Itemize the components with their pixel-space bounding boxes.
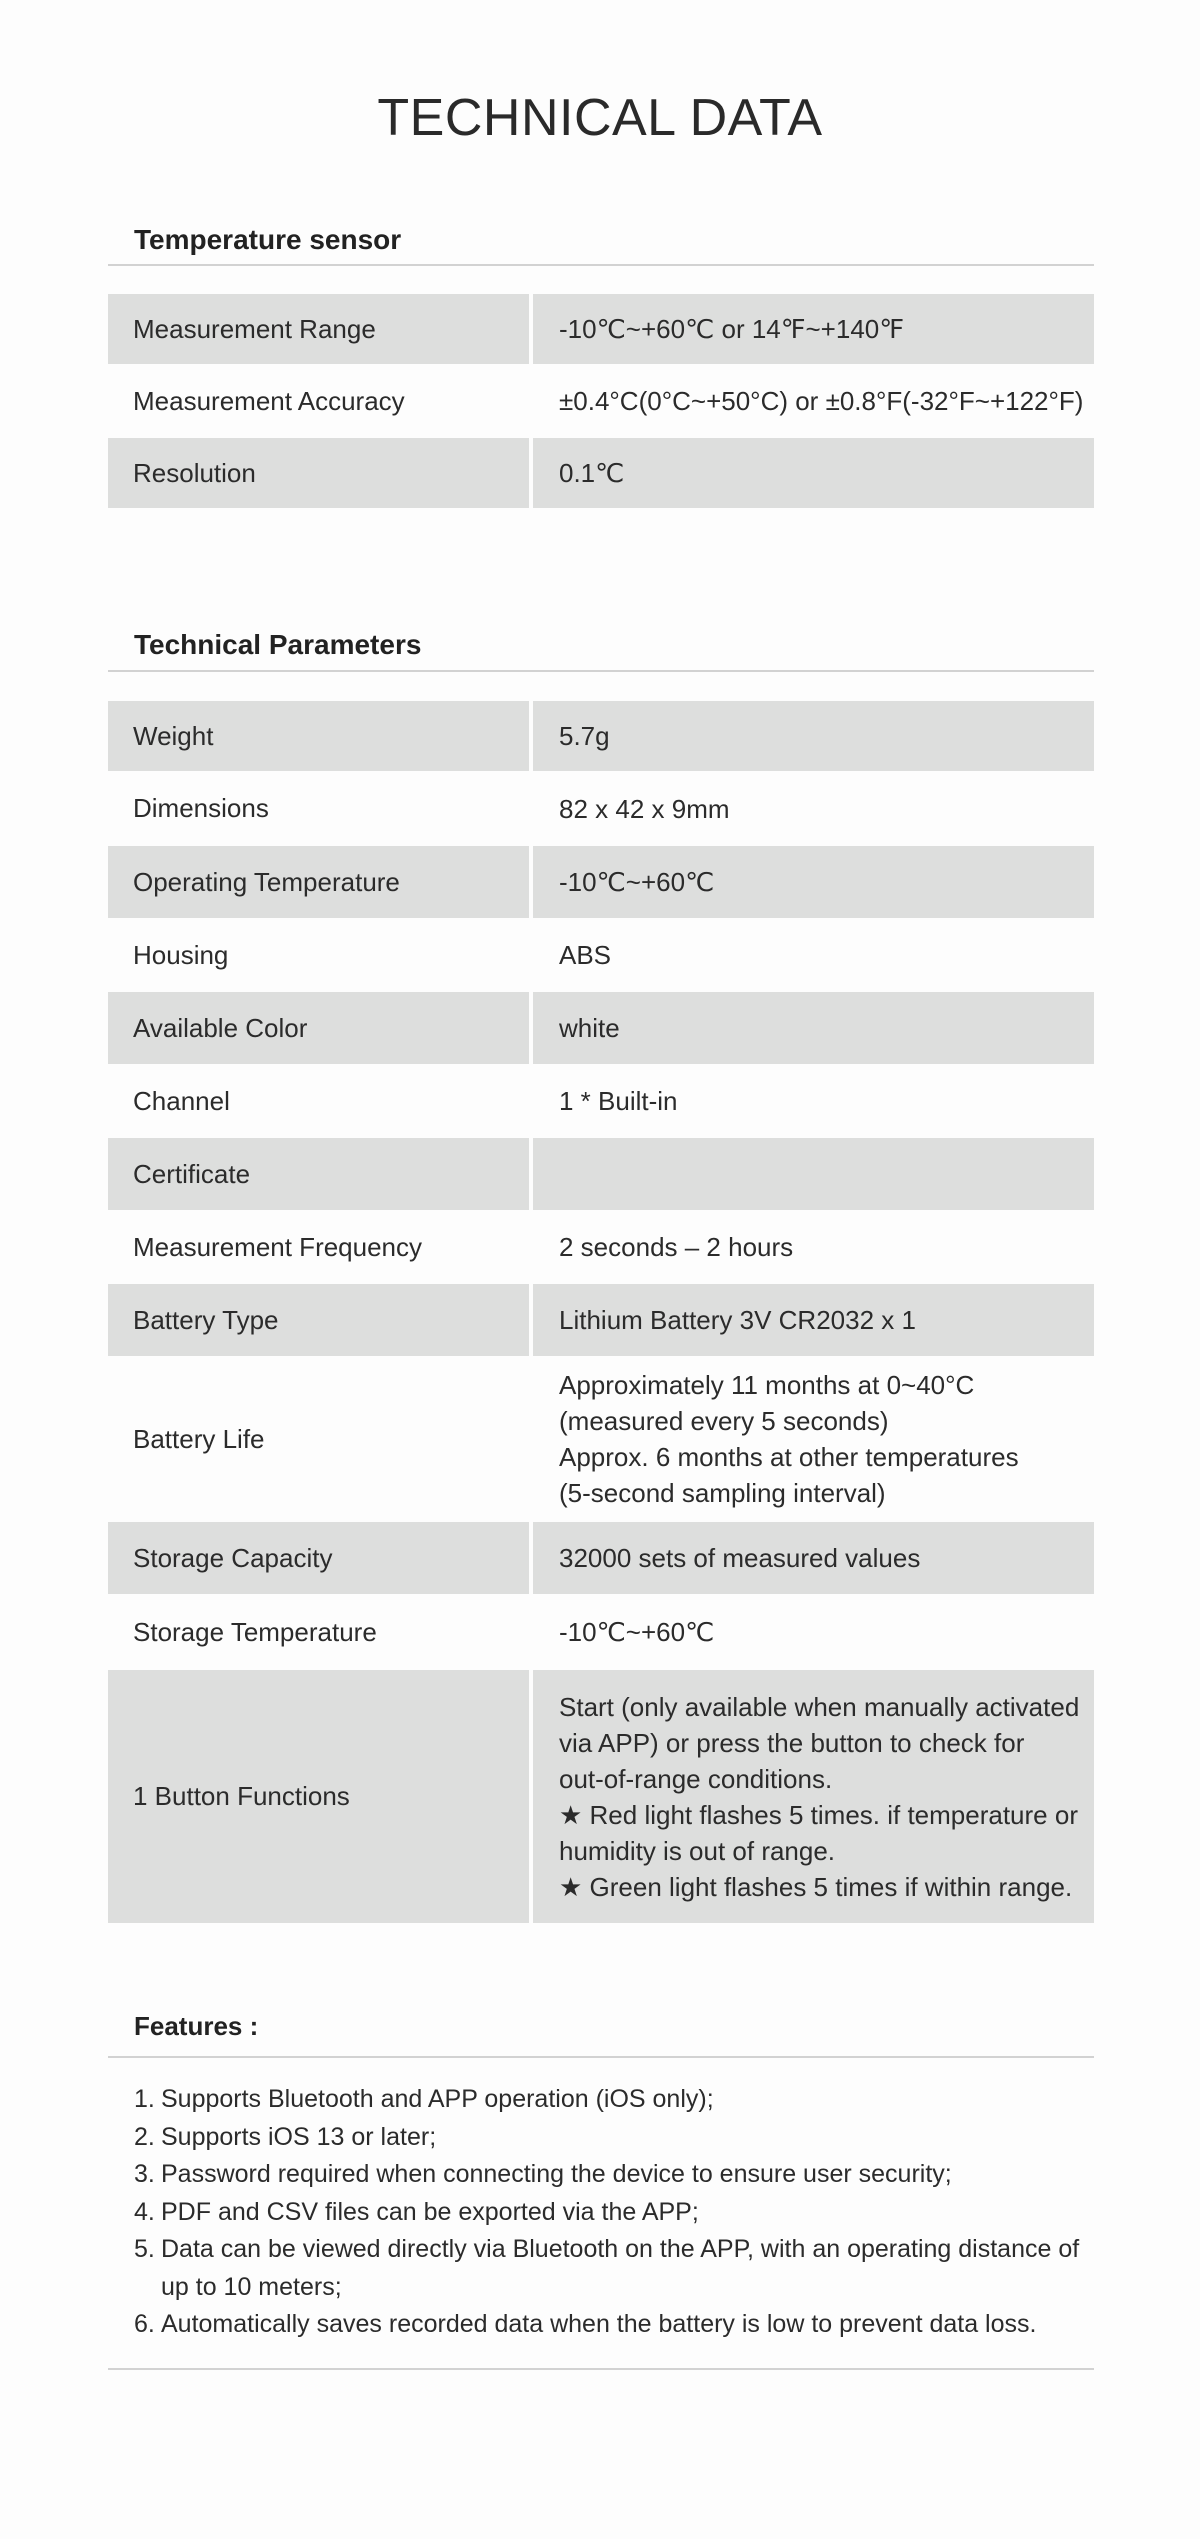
table-row bbox=[108, 1138, 1094, 1210]
value-line: Approximately 11 months at 0~40°C bbox=[559, 1370, 975, 1400]
list-text: Password required when connecting the device to ensure user security; bbox=[161, 2160, 952, 2188]
list-item bbox=[134, 2231, 1084, 2306]
value-line: ★ Red light flashes 5 times. if temperature or bbox=[559, 1799, 1078, 1830]
list-text: Data can be viewed directly via Bluetooth on the APP, with an operating distance of up to 10 meters; bbox=[161, 2235, 1080, 2301]
list-text: Automatically saves recorded data when the battery is low to prevent data loss. bbox=[161, 2310, 1037, 2338]
table-row bbox=[108, 1210, 1094, 1284]
table-row bbox=[108, 1670, 1094, 1923]
spec-label: Available Color bbox=[108, 992, 529, 1064]
spec-value: 1 * Built-in bbox=[529, 1064, 1094, 1138]
spec-value: 0.1℃ bbox=[529, 438, 1094, 508]
features-list bbox=[134, 2081, 1084, 2344]
list-text: Supports Bluetooth and APP operation (iOS only); bbox=[161, 2085, 714, 2113]
spec-label: 1 Button Functions bbox=[108, 1670, 529, 1923]
table-row bbox=[108, 294, 1094, 364]
table-row bbox=[108, 771, 1094, 846]
technical-parameters-heading: Technical Parameters bbox=[134, 629, 422, 660]
spec-value: 32000 sets of measured values bbox=[529, 1522, 1094, 1594]
spec-label: Storage Capacity bbox=[108, 1522, 529, 1594]
table-row bbox=[108, 1284, 1094, 1356]
bottom-divider bbox=[108, 2368, 1094, 2370]
spec-value bbox=[529, 1138, 1094, 1210]
features-heading: Features : bbox=[134, 2011, 259, 2041]
list-number: 6. bbox=[134, 2310, 155, 2338]
spec-value: white bbox=[529, 992, 1094, 1064]
value-line: ★ Green light flashes 5 times if within range. bbox=[559, 1871, 1073, 1902]
spec-value: -10℃~+60℃ bbox=[529, 1594, 1094, 1670]
list-number: 2. bbox=[134, 2122, 155, 2151]
list-item bbox=[134, 2156, 1084, 2194]
list-number: 1. bbox=[134, 2085, 155, 2113]
table-row bbox=[108, 701, 1094, 771]
temperature-sensor-table bbox=[108, 294, 1094, 508]
spec-value: -10℃~+60℃ or 14℉~+140℉ bbox=[529, 294, 1094, 364]
table-row bbox=[108, 364, 1094, 438]
table-row bbox=[108, 1594, 1094, 1670]
spec-label: Storage Temperature bbox=[133, 1616, 377, 1647]
technical-parameters-table bbox=[108, 701, 1094, 1923]
value-line: (5-second sampling interval) bbox=[559, 1478, 886, 1508]
spec-value-multiline bbox=[529, 1356, 1094, 1522]
table-row bbox=[108, 1356, 1094, 1522]
features-divider bbox=[108, 2056, 1094, 2058]
spec-value: Lithium Battery 3V CR2032 x 1 bbox=[529, 1284, 1094, 1356]
spec-value: 5.7g bbox=[529, 701, 1094, 771]
page-title: TECHNICAL DATA bbox=[377, 89, 823, 147]
table-row bbox=[108, 918, 1094, 992]
table-row bbox=[108, 1522, 1094, 1594]
temperature-sensor-heading: Temperature sensor bbox=[134, 224, 402, 255]
list-item bbox=[134, 2081, 1084, 2119]
table-row bbox=[108, 1064, 1094, 1138]
spec-label: Operating Temperature bbox=[108, 846, 529, 918]
spec-label: Battery Life bbox=[133, 1423, 265, 1454]
list-number: 3. bbox=[134, 2160, 155, 2188]
spec-label: Measurement Accuracy bbox=[133, 385, 405, 416]
list-text: PDF and CSV files can be exported via the APP; bbox=[161, 2197, 699, 2226]
spec-label: Measurement Range bbox=[108, 294, 529, 364]
value-line: Approx. 6 months at other temperatures bbox=[559, 1442, 1019, 1472]
temperature-sensor-divider bbox=[108, 264, 1094, 266]
spec-value-multiline bbox=[529, 1670, 1094, 1923]
technical-parameters-divider bbox=[108, 670, 1094, 672]
value-line: via APP) or press the button to check for bbox=[559, 1727, 1025, 1758]
list-number: 4. bbox=[134, 2197, 155, 2226]
spec-label: Battery Type bbox=[108, 1284, 529, 1356]
spec-value: -10℃~+60℃ bbox=[529, 846, 1094, 918]
list-item bbox=[134, 2194, 1084, 2232]
spec-label: Resolution bbox=[108, 438, 529, 508]
value-line: out-of-range conditions. bbox=[559, 1763, 833, 1794]
spec-value: 2 seconds – 2 hours bbox=[529, 1210, 1094, 1284]
value-line: Start (only available when manually activated bbox=[559, 1691, 1080, 1722]
spec-label: Dimensions bbox=[133, 793, 269, 823]
spec-label: Certificate bbox=[108, 1138, 529, 1210]
table-row bbox=[108, 992, 1094, 1064]
value-line: (measured every 5 seconds) bbox=[559, 1406, 889, 1436]
spec-value: 82 x 42 x 9mm bbox=[529, 771, 1094, 846]
table-row bbox=[108, 438, 1094, 508]
list-text: Supports iOS 13 or later; bbox=[161, 2122, 437, 2151]
spec-value: ±0.4°C(0°C~+50°C) or ±0.8°F(-32°F~+122°F) bbox=[529, 364, 1094, 438]
spec-label: Weight bbox=[108, 701, 529, 771]
spec-label: Channel bbox=[133, 1085, 230, 1116]
table-row bbox=[108, 846, 1094, 918]
list-item bbox=[134, 2119, 1084, 2157]
list-number: 5. bbox=[134, 2235, 155, 2263]
spec-label: Measurement Frequency bbox=[133, 1231, 423, 1262]
spec-label: Housing bbox=[133, 939, 229, 970]
spec-value: ABS bbox=[529, 918, 1094, 992]
value-line: humidity is out of range. bbox=[559, 1835, 836, 1866]
list-item bbox=[134, 2306, 1084, 2344]
